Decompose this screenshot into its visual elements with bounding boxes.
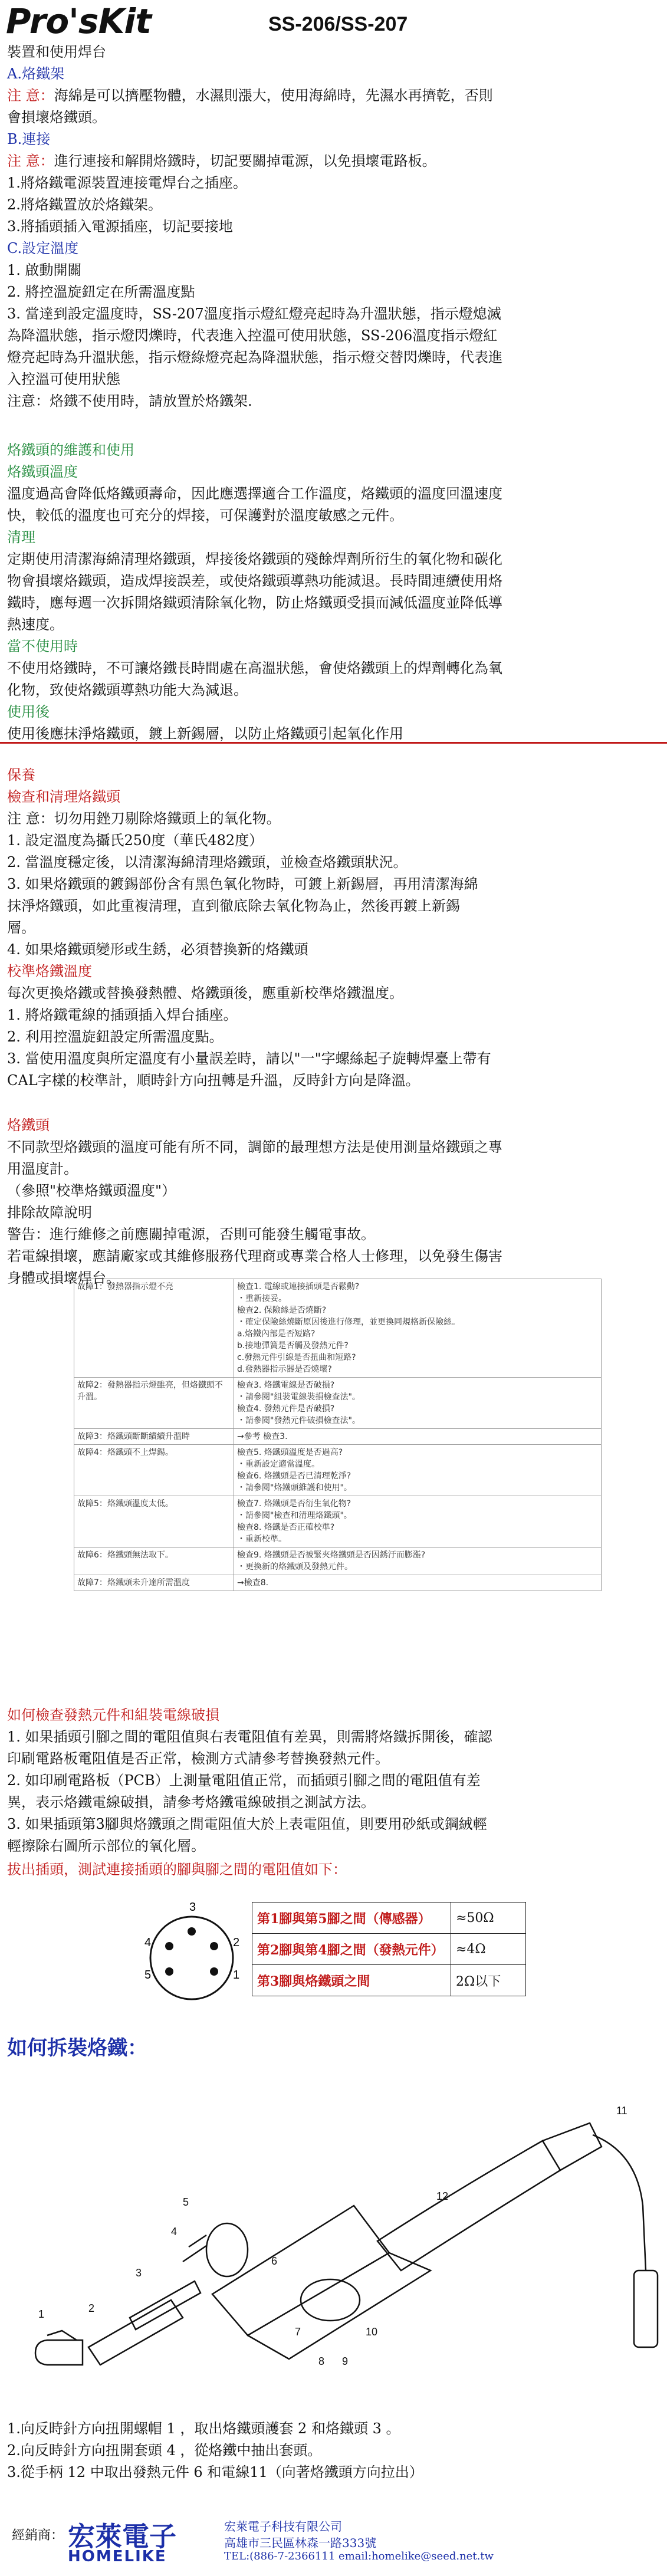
proskit-logo: Pro'sKit [6,1,152,41]
tip-line: 不同款型烙鐵頭的溫度可能有所不同，調節的最理想方法是使用測量烙鐵頭之專 [7,1139,502,1155]
a-note-2: 會損壞烙鐵頭。 [7,109,106,126]
action-line: 檢查3. 烙鐵電線是否破損? [237,1381,335,1390]
company-address: 高雄市三民區林森一路333號 [224,2536,377,2550]
check-line: 抹淨烙鐵頭，如此重複清理，直到徹底除去氧化物為止，然後再鍍上新錫 [7,898,460,914]
resistance-value: 2Ω以下 [451,1965,526,1996]
company-contact: TEL:(886-7-2366111 email:homelike@seed.net.tw [224,2550,494,2562]
calib-line: 1. 將烙鐵電線的插頭插入焊台插座。 [7,1007,238,1023]
action-cell [234,1496,602,1547]
section-divider [0,742,667,744]
disassembly-title: 如何拆裝烙鐵： [7,2036,147,2060]
repair-line: 印刷電路板電阻值是否正常，檢測方式請參考替換發熱元件。 [7,1750,389,1767]
b-step: 2.將烙鐵置放於烙鐵架。 [7,196,162,213]
calib-intro: 每次更換烙鐵或替換發熱體、烙鐵頭後，應重新校準烙鐵溫度。 [7,985,403,1001]
action-line: 檢查2. 保險絲是否燒斷? [237,1306,327,1315]
handle-end [543,2123,602,2170]
action-line: ・重新設定適當溫度。 [237,1460,320,1469]
action-line: 檢查1. 電線或連接插頭是否鬆動? [237,1282,360,1292]
iron-exploded-diagram [12,2058,661,2388]
pin-label: 5 [144,1969,152,1982]
tip-sleeve-part [88,2300,183,2365]
callout: 4 [171,2226,178,2237]
action-line: 檢查6. 烙鐵頭是否已清理乾淨? [237,1471,351,1481]
action-line: 檢查5. 烙鐵頭溫度是否過高? [237,1448,343,1457]
repair-line: 1. 如果插頭引腳之間的電阻值與右表電阻值有差異，則需將烙鐵拆開後，確認 [7,1729,492,1745]
company-name: 宏萊電子科技有限公司 [224,2519,342,2534]
maint-idle-title: 當不使用時 [7,638,78,655]
action-line: ・重新接妥。 [237,1294,287,1303]
tip-title: 烙鐵頭 [7,1117,50,1133]
action-line: ・確定保險絲燒斷原因後進行修理，並更換同規格新保險絲。 [237,1317,460,1327]
action-line: 檢查7. 烙鐵頭是否衍生氧化物? [237,1499,351,1509]
fault-cell: 故障3：烙鐵頭斷斷續續升溫時 [74,1429,234,1445]
maint-clean-title: 清理 [7,529,35,546]
fault-cell: 故障4：烙鐵頭不上焊錫。 [74,1445,234,1496]
maint-line: 定期使用清潔海綿清理烙鐵頭，焊接後烙鐵頭的殘餘焊劑所衍生的氧化物和碳化 [7,551,502,567]
action-cell [234,1575,602,1591]
callout: 1 [38,2308,45,2320]
repair-line: 3. 如果插頭第3腳與烙鐵頭之間電阻值大於上表電阻值，則要用砂紙或鋼絨輕 [7,1816,487,1832]
care-title: 保養 [7,767,35,783]
pin-title: 拔出插頭，測試連接插頭的腳與腳之間的電阻值如下： [7,1861,347,1878]
trouble-row [74,1429,602,1445]
action-line: c.發熱元件引線是否扭曲和短路? [237,1353,356,1362]
fault-cell: 故障1：發熱器指示燈不亮 [74,1279,234,1378]
action-line: d.發熱器指示器是否燒壞? [237,1365,332,1374]
dealer-label: 經銷商： [12,2528,64,2543]
maint-use-title: 使用後 [7,704,50,720]
handle-part [377,2141,560,2271]
action-line: ・請參閱"烙鐵頭維護和使用"。 [237,1483,352,1493]
nut-part [35,2340,83,2365]
c-line: 為降溫狀態，指示燈閃爍時，代表進入控溫可使用狀態，SS-206溫度指示燈紅 [7,327,498,344]
disassembly-step: 3.從手柄 12 中取出發熱元件 6 和電線11（向著烙鐵頭方向拉出） [7,2464,423,2480]
action-line: ・請參閱"組裝電線裝損檢查法"。 [237,1392,360,1402]
action-cell [234,1279,602,1378]
maint-title: 烙鐵頭的維護和使用 [7,442,134,458]
c-line: 燈亮起時為升溫狀態，指示燈綠燈亮起為降溫狀態，指示燈交替閃爍時，代表進 [7,349,502,366]
b-title: B.連接 [7,131,51,147]
resistance-table [252,1902,526,1996]
section-title: 裝置和使用焊台 [7,44,106,60]
resistance-value: ≈4Ω [451,1934,526,1965]
fault-cell: 故障2：發熱器指示燈雖亮，但烙鐵頭不升溫。 [74,1378,234,1429]
callout: 2 [88,2302,95,2314]
model-number: SS-206/SS-207 [268,13,408,35]
cable-part [593,2135,646,2271]
action-cell [234,1429,602,1445]
callout: 5 [183,2196,189,2208]
calib-line: CAL字樣的校準計，順時針方向扭轉是升溫，反時針方向是降溫。 [7,1072,420,1089]
tip-line: 排除故障說明 [7,1204,92,1221]
maint-temp-title: 烙鐵頭溫度 [7,464,78,480]
resistance-value: ≈50Ω [451,1903,526,1934]
check-line: 1. 設定溫度為攝氏250度（華氏482度） [7,832,264,849]
brand-logo-cn: 宏萊電子 [68,2521,176,2552]
tip-line: 若電線損壞，應請廠家或其維修服務代理商或專業合格人士修理，以免發生傷害 [7,1248,502,1264]
repair-title: 如何檢查發熱元件和組裝電線破損 [7,1707,219,1723]
calib-line: 3. 當使用溫度與所定溫度有小量誤差時，請以"一"字螺絲起子旋轉焊臺上帶有 [7,1050,491,1067]
calib-line: 2. 利用控溫旋鈕設定所需溫度點。 [7,1029,224,1045]
tip-line: 警告：進行維修之前應關掉電源，否則可能發生觸電事故。 [7,1226,375,1243]
maint-line: 鐵時，應每週一次拆開烙鐵頭清除氧化物，防止烙鐵頭受損而減低溫度並降低導 [7,594,502,611]
check-line: 2. 當溫度穩定後，以清潔海綿清理烙鐵頭，並檢查烙鐵頭狀況。 [7,854,408,870]
maint-line: 使用後應抹淨烙鐵頭，鍍上新錫層，以防止烙鐵頭引起氧化作用 [7,725,403,742]
calib-title: 校準烙鐵溫度 [7,963,92,980]
b-step: 1.將烙鐵電源裝置連接電焊台之插座。 [7,175,247,191]
disassembly-step: 1.向反時針方向扭開螺帽 1 ，取出烙鐵頭護套 2 和烙鐵頭 3 。 [7,2420,400,2437]
plug-pin-diagram [144,1899,248,2011]
pin-label: 1 [233,1969,240,1982]
pin-label: 2 [233,1936,240,1949]
action-line: →參考 檢查3. [237,1432,288,1441]
check-line: 層。 [7,919,35,936]
nut-cap [47,2331,77,2340]
a-note: 注 意：海綿是可以擠壓物體，水濕則漲大，使用海綿時，先濕水再擠乾，否則 [7,87,493,104]
callout: 12 [436,2190,449,2202]
callout: 6 [271,2255,278,2267]
pin-pair: 第3腳與烙鐵頭之間 [252,1965,451,1996]
tip-part [130,2281,201,2329]
trouble-row [74,1496,602,1547]
check-line: 4. 如果烙鐵頭變形或生銹，必須替換新的烙鐵頭 [7,941,308,958]
fault-cell: 故障7：烙鐵頭未升達所需溫度 [74,1575,234,1591]
callout: 11 [616,2105,627,2117]
callout: 3 [136,2267,142,2279]
tip-line: （參照"校準烙鐵頭溫度"） [7,1182,176,1199]
repair-line: 輕擦除右圖所示部位的氧化層。 [7,1838,205,1854]
b-note: 注 意：進行連接和解開烙鐵時，切記要關掉電源，以免損壞電路板。 [7,153,436,169]
plug-part [634,2271,658,2347]
fault-cell: 故障5：烙鐵頭溫度太低。 [74,1496,234,1547]
repair-line: 2. 如印刷電路板（PCB）上測量電阻值正常，而插頭引腳之間的電阻值有差 [7,1772,481,1789]
maint-line: 化物，致使烙鐵頭導熱功能大為減退。 [7,682,248,698]
fault-cell: 故障6：烙鐵頭無法取下。 [74,1547,234,1575]
tip-line: 身體或損壞焊台。 [7,1270,120,1286]
check-title: 檢查和清理烙鐵頭 [7,788,120,805]
c-title: C.設定溫度 [7,240,79,257]
pin-4 [165,1942,173,1950]
check-line: 3. 如果烙鐵頭的鍍錫部份含有黑色氧化物時，可鍍上新錫層，再用清潔海綿 [7,876,478,892]
pin-pair: 第2腳與第4腳之間（發熱元件） [252,1934,451,1965]
action-cell [234,1547,602,1575]
action-line: 檢查9. 烙鐵頭是否被緊夾烙鐵頭是否因銹汙而膨漲? [237,1550,426,1560]
pin-label: 3 [189,1901,196,1914]
c-line: 注意：烙鐵不使用時，請放置於烙鐵架. [7,393,252,409]
nipple-part [183,2235,206,2262]
tip-line: 用溫度計。 [7,1161,78,1177]
maint-line: 物會損壞烙鐵頭，造成焊接誤差，或使烙鐵頭導熱功能減退。長時間連續使用烙 [7,573,502,589]
c-line: 3. 當達到設定溫度時，SS-207溫度指示燈紅燈亮起時為升溫狀態，指示燈熄滅 [7,305,501,322]
a-title: A.烙鐵架 [7,65,64,82]
c-line: 入控溫可使用狀態 [7,371,120,387]
action-line: ・更換新的烙鐵頭及發熱元件。 [237,1562,353,1572]
header [0,0,667,44]
maint-line: 不使用烙鐵時，不可讓烙鐵長時間處在高溫狀態，會使烙鐵頭上的焊劑轉化為氧 [7,660,502,676]
trouble-row [74,1575,602,1591]
callout: 9 [342,2355,349,2367]
maint-line: 熱速度。 [7,616,64,633]
disassembly-step: 2.向反時針方向扭開套頭 4 ，從烙鐵中抽出套頭。 [7,2442,322,2459]
callout: 7 [295,2326,301,2338]
nipple-ring [206,2223,248,2276]
trouble-row [74,1279,602,1378]
action-line: ・重新校準。 [237,1535,287,1544]
action-line: ・請參閱"檢查和清理烙鐵頭"。 [237,1511,352,1520]
c-line: 2. 將控溫旋鈕定在所需溫度點 [7,284,195,300]
callout: 8 [318,2355,325,2367]
b-step: 3.將插頭插入電源插座，切記要接地 [7,218,233,235]
brand-logo-en: HOMELIKE [68,2548,167,2565]
pin-pair: 第1腳與第5腳之間（傳感器） [252,1903,451,1934]
c-line: 1. 啟動開關 [7,262,82,278]
action-line: 檢查8. 烙鐵是否正確校準? [237,1523,335,1532]
maint-line: 快，較低的溫度也可充分的焊接，可保護對於溫度敏感之元件。 [7,507,403,524]
action-cell [234,1445,602,1496]
action-line: ・請參閱"發熱元件破損檢查法"。 [237,1416,360,1425]
trouble-row [74,1547,602,1575]
pin-3 [188,1927,196,1936]
trouble-row [74,1378,602,1429]
maint-line: 溫度過高會降低烙鐵頭壽命，因此應選擇適合工作溫度，烙鐵頭的溫度回溫速度 [7,485,502,502]
heater-part [212,2206,389,2335]
action-cell [234,1378,602,1429]
action-line: →檢查8. [237,1578,269,1588]
trouble-row [74,1445,602,1496]
pin-1 [210,1967,218,1976]
action-line: a.烙鐵內部是否短路? [237,1329,316,1339]
pin-label: 4 [144,1936,152,1949]
pin-2 [210,1942,218,1950]
callout: 10 [366,2326,378,2338]
pin-5 [165,1967,173,1976]
check-note: 注 意：切勿用銼刀剔除烙鐵頭上的氧化物。 [7,810,281,827]
repair-line: 異，表示烙鐵電線破損，請參考烙鐵電線破損之測試方法。 [7,1794,375,1811]
troubleshooting-table [74,1279,602,1591]
footer [0,2512,667,2576]
action-line: b.接地彈簧是否觸及發熱元件? [237,1341,349,1351]
action-line: 檢查4. 發熱元件是否破損? [237,1404,335,1414]
